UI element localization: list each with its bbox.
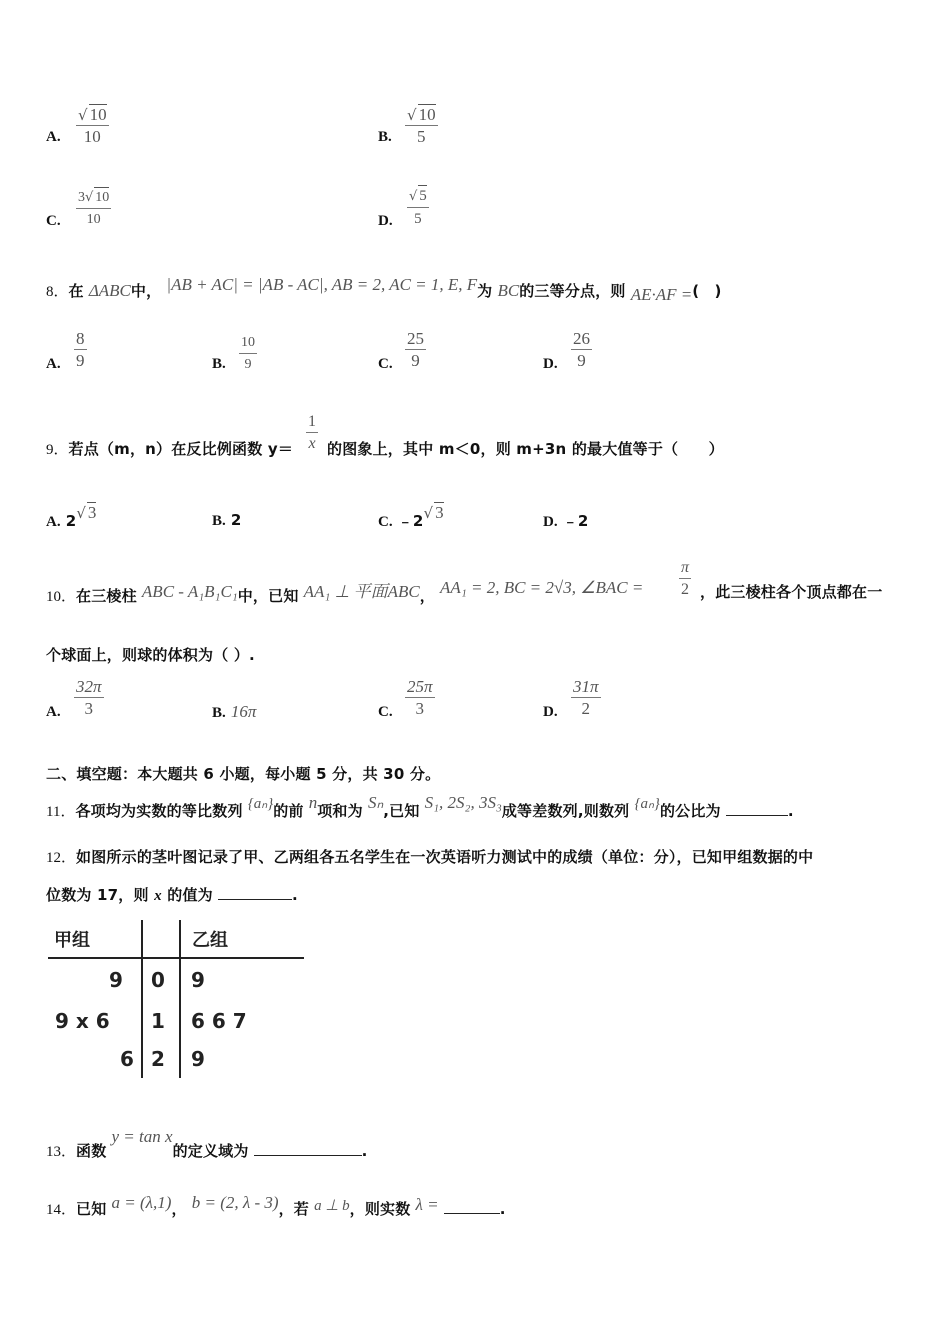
q8-stem: 8．在 ΔABC中， |AB + AC| = |AB - AC|, AB = 2, AC = 1, E, F为 BC的三等分点，则 AE·AF =( ) bbox=[46, 275, 722, 304]
q13-stem: 13．函数 y = tan x的定义域为 . bbox=[46, 1127, 368, 1160]
row1-right-leaves: 6 6 7 bbox=[191, 1009, 247, 1033]
q10-option-c-fraction: 25π 3 bbox=[407, 677, 433, 718]
q11-stem: 11．各项均为实数的等比数列 {aₙ}的前 n项和为 Sₙ,已知 S₁, 2S₂, 3S₃成等差数列,则数列 {aₙ}的公比为 . bbox=[46, 793, 794, 820]
q10-option-a-label: A. bbox=[46, 704, 61, 720]
row0-stem: 0 bbox=[151, 968, 165, 992]
q7-option-a-label: A. bbox=[46, 129, 61, 145]
q10-stem-line1: 10．在三棱柱 ABC - A₁B₁C₁中，已知 AA₁ ⊥ 平面ABC， AA₁ = 2, BC = 2√3, ∠BAC = bbox=[46, 578, 644, 605]
q8-option-a-fraction: 8 9 bbox=[76, 329, 85, 370]
q8-option-a-label: A. bbox=[46, 356, 61, 372]
group-yi-header: 乙组 bbox=[192, 930, 228, 951]
row1-stem: 1 bbox=[151, 1009, 165, 1033]
group-jia-header: 甲组 bbox=[54, 930, 90, 951]
q9-option-b: B. 2 bbox=[212, 511, 242, 529]
q12-stem-line2: 位数为 17，则 x 的值为 . bbox=[46, 886, 298, 904]
q8-option-c-fraction: 25 9 bbox=[407, 329, 424, 370]
row0-left-leaves: 9 bbox=[109, 968, 123, 992]
q9-stem-part2: 的图象上，其中 m＜0，则 m+3n 的最大值等于（ ） bbox=[327, 440, 724, 458]
q8-option-d-label: D. bbox=[543, 356, 558, 372]
q10-option-d-label: D. bbox=[543, 704, 558, 720]
q7-option-b-fraction: √ 10 5 bbox=[407, 105, 436, 146]
q9-option-c: C. ﹣2√ 3 bbox=[378, 503, 444, 530]
q10-option-c-label: C. bbox=[378, 704, 393, 720]
q12-answer-blank[interactable] bbox=[218, 887, 292, 900]
q10-angle-fraction: π 2 bbox=[681, 559, 690, 598]
q7-option-c-label: C. bbox=[46, 213, 61, 229]
stem-leaf-plot bbox=[46, 918, 308, 1084]
q7-option-d-fraction: √ 5 5 bbox=[407, 185, 429, 230]
q8-option-c-label: C. bbox=[378, 356, 393, 372]
q7-option-b-label: B. bbox=[378, 129, 392, 145]
q11-answer-blank[interactable] bbox=[726, 803, 788, 816]
q8-option-b-fraction: 10 9 bbox=[241, 335, 255, 372]
q7-option-c-fraction: 3√ 10 10 bbox=[76, 187, 111, 231]
row1-left-leaves: 9 x 6 bbox=[55, 1009, 110, 1033]
row2-left-leaves: 6 bbox=[120, 1047, 134, 1071]
q9-option-d: D. ﹣2 bbox=[543, 512, 589, 530]
row2-right-leaves: 9 bbox=[191, 1047, 205, 1071]
q10-stem-line1-end: ，此三棱柱各个顶点都在一 bbox=[700, 583, 883, 601]
q8-option-b-label: B. bbox=[212, 356, 226, 372]
q8-option-d-fraction: 26 9 bbox=[573, 329, 590, 370]
section-2-heading: 二、填空题：本大题共 6 小题，每小题 5 分，共 30 分。 bbox=[46, 765, 441, 783]
q14-answer-blank[interactable] bbox=[444, 1201, 500, 1214]
row0-right-leaves: 9 bbox=[191, 968, 205, 992]
q12-stem-line1: 12．如图所示的茎叶图记录了甲、乙两组各五名学生在一次英语听力测试中的成绩（单位：分），已知甲组数据的中 bbox=[46, 848, 814, 866]
q13-answer-blank[interactable] bbox=[254, 1143, 362, 1156]
q14-stem: 14．已知 a = (λ,1)， b = (2, λ - 3)，若 a ⊥ b，则实数 λ = . bbox=[46, 1193, 506, 1218]
q10-stem-line2: 个球面上，则球的体积为（ ）. bbox=[46, 646, 255, 664]
q9-stem-part1: 9．若点（m，n）在反比例函数 y＝ bbox=[46, 440, 294, 458]
q10-option-a-fraction: 32π 3 bbox=[76, 677, 102, 718]
q9-option-a: A. 2√ 3 bbox=[46, 503, 97, 530]
q7-option-d-label: D. bbox=[378, 213, 393, 229]
q9-fraction: 1 x bbox=[308, 413, 316, 452]
row2-stem: 2 bbox=[151, 1047, 165, 1071]
q7-option-a-fraction: √ 10 10 bbox=[78, 105, 107, 146]
q10-option-b: B. 16π bbox=[212, 702, 257, 721]
q10-option-d-fraction: 31π 2 bbox=[573, 677, 599, 718]
